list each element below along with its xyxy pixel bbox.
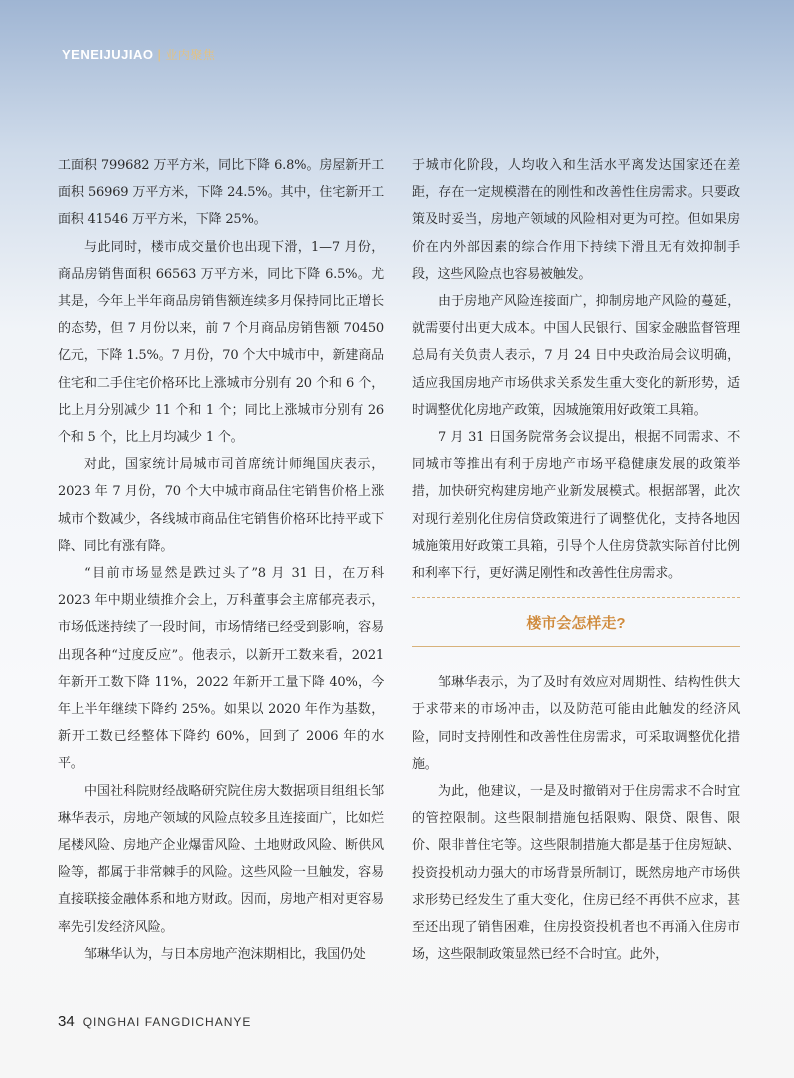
paragraph: 邹琳华表示，为了及时有效应对周期性、结构性供大于求带来的市场冲击，以及防范可能由此触发的经济风险，同时支持刚性和改善性住房需求，可采取调整优化措施。 (412, 675, 740, 772)
page-footer (58, 1013, 251, 1030)
left-column (58, 152, 384, 968)
paragraph: 7 月 31 日国务院常务会议提出，根据不同需求、不同城市等推出有利于房地产市场平稳健康发展的政策举措，加快研究构建房地产业新发展模式。根据部署，此次对现行差别化住房信贷政策进行了调整优化，支持各地因城施策用好政策工具箱，引导个人住房贷款实际首付比例和利率下行，更好满足刚性和改善性住房需求。 (412, 430, 740, 582)
header-separator: | (157, 47, 162, 62)
paragraph: 中国社科院财经战略研究院住房大数据项目组组长邹琳华表示，房地产领域的风险点较多且连接面广，比如烂尾楼风险、房地产企业爆雷风险、土地财政风险、断供风险等，都属于非常棘手的风险。这些风险一旦触发，容易直接联接金融体系和地方财政。因而，房地产相对更容易率先引发经济风险。 (58, 783, 384, 935)
right-column (412, 152, 740, 968)
paragraph: “目前市场显然是跌过头了”8 月 31 日，在万科 2023 年中期业绩推介会上，万科董事会主席郁亮表示，市场低迷持续了一段时间，市场情绪已经受到影响，容易出现各种“过度反应”。他表示，以新开工数来看，2021 年新开工数下降 11%，2022 年新开工量下降 40%，今年上半年继续下降约 25%。如果以 2020 年作为基数，新开工数已经整体下降约 60%，回到了 2006 年的水平。 (58, 566, 384, 772)
magazine-name: QINGHAI FANGDICHANYE (82, 1015, 252, 1029)
paragraph: 工面积 799682 万平方米，同比下降 6.8%。房屋新开工面积 56969 万平方米，下降 24.5%。其中，住宅新开工面积 41546 万平方米，下降 25%。 (58, 158, 384, 228)
header-category: 业内聚焦 (165, 48, 216, 62)
paragraph: 对此，国家统计局城市司首席统计师绳国庆表示，2023 年 7 月份，70 个大中城市商品住宅销售价格上涨城市个数减少，各线城市商品住宅销售价格环比持平或下降、同比有涨有降。 (58, 457, 384, 554)
header-brand: YENEIJUJIAO (62, 47, 154, 62)
running-header (62, 46, 215, 63)
paragraph: 于城市化阶段，人均收入和生活水平离发达国家还在差距，存在一定规模潜在的刚性和改善性住房需求。只要政策及时妥当，房地产领域的风险相对更为可控。但如果房价在内外部因素的综合作用下持续下滑且无有效抑制手段，这些风险点也容易被触发。 (412, 158, 740, 282)
section-title: 楼市会怎样走? (526, 614, 626, 632)
paragraph: 由于房地产风险连接面广，抑制房地产风险的蔓延，就需要付出更大成本。中国人民银行、国家金融监督管理总局有关负责人表示，7 月 24 日中央政治局会议明确，适应我国房地产市场供求关系发生重大变化的新形势，适时调整优化房地产政策，因城施策用好政策工具箱。 (412, 294, 740, 418)
page-number: 34 (58, 1013, 75, 1030)
paragraph: 邹琳华认为，与日本房地产泡沫期相比，我国仍处 (84, 946, 366, 962)
section-heading-box (412, 597, 740, 647)
paragraph: 为此，他建议，一是及时撤销对于住房需求不合时宜的管控限制。这些限制措施包括限购、限贷、限售、限价、限非普住宅等。这些限制措施大都是基于住房短缺、投资投机动力强大的市场背景所制订，既然房地产市场供求形势已经发生了重大变化，住房已经不再供不应求，甚至还出现了销售困难，住房投资投机者也不再涌入住房市场，这些限制政策显然已经不合时宜。此外， (412, 784, 740, 963)
paragraph: 与此同时，楼市成交量价也出现下滑，1—7 月份，商品房销售面积 66563 万平方米，同比下降 6.5%。尤其是，今年上半年商品房销售额连续多月保持同比正增长的态势，但 7 月份以来，前 7 个月商品房销售额 70450 亿元，下降 1.5%。7 月份，70 个大中城市中，新建商品住宅和二手住宅价格环比上涨城市分别有 20 个和 6 个，比上月分别减少 11 个和 1 个；同比上涨城市分别有 26 个和 5 个，比上月均减少 1 个。 (58, 239, 384, 446)
